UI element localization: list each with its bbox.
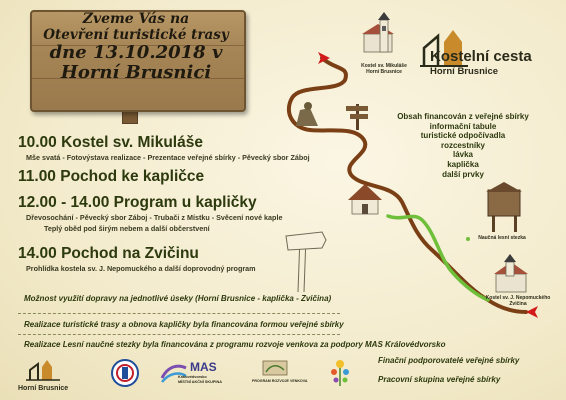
mas-logo-subtext: Královédvorsko MÍSTNÍ AKČNÍ SKUPINA [178,375,222,384]
prv-logo-text: PROGRAM ROZVOJE VENKOVA [252,379,308,383]
realization-note-1: Realizace turistické trasy a obnova kapličky byla financována formou veřejné sbírky [24,320,344,329]
horni-brusnice-logo-text: Horní Brusnice [18,385,69,392]
slot-4-time: 14.00 Pochod na Zvičinu [18,245,199,262]
stone-statue-icon [296,102,318,126]
financing-block [378,112,548,179]
prv-logo-icon [262,360,288,376]
trail-path-brown [289,58,526,312]
realization-note-2: Realizace Lesní naučné stezky byla financována z programu rozvoje venkova za podpory MAS Královédvorsko [24,340,446,349]
transport-note: Možnost využití dopravy na jednotlivé úseky (Horní Brusnice - kaplička - Zvičina) [24,294,332,303]
financing-item: další prvky [442,169,484,179]
financing-item: rozcestníky [440,140,486,150]
slot-1-time: 10.00 Kostel sv. Mikuláše [18,134,203,151]
emblem-logo-icon [110,358,140,388]
church-mikulase-icon [362,12,394,52]
divider-1 [18,313,340,314]
slot-1-desc: Mše svatá - Fotovýstava realizace - Prezentace veřejné sbírky - Pěvecký sbor Záboj [26,153,310,162]
church-top-label: Kostel sv. Mikuláše Horní Brusnice [361,63,407,75]
logo-subtitle: Horní Brusnice [430,66,499,77]
signpost-icon [346,104,368,130]
green-dot-icon [466,237,470,241]
slot-2-time: 11.00 Pochod ke kapličce [18,168,205,185]
sign-line-3: dne 13.10.2018 v [49,41,223,63]
financing-item: lávka [452,150,474,160]
flower-logo-icon [328,356,352,388]
sign-line-2: Otevření turistické trasy [43,26,229,43]
info-board-icon [486,182,522,232]
church-zvicina-icon [494,254,528,292]
financing-title: Obsah financován z veřejné sbírky [397,112,529,121]
end-arrow-icon [526,306,538,318]
logo-title: Kostelní cesta [430,48,532,65]
slot-3-desc2: Teplý oběd pod širým nebem a další občerstvení [44,224,210,233]
slot-3-desc: Dřevosochání - Pěvecký sbor Záboj - Trubači z Místku - Svěcení nové kaple [26,213,283,222]
slot-3-time: 12.00 - 14.00 Program u kapličky [18,194,257,211]
horni-brusnice-logo-icon [26,358,66,382]
sponsors-line-2: Pracovní skupina veřejné sbírky [378,375,501,384]
divider-2 [18,334,340,335]
financing-item: turistické odpočívadla [420,131,506,141]
slot-4-desc: Prohlídka kostela sv. J. Nepomuckého a další doprovodný program [26,264,256,273]
trail-sign-sketch-icon [286,232,326,292]
financing-item: kaplička [447,159,479,169]
mas-logo-text: MAS [190,360,217,374]
sign-line-4: Horní Brusnici [60,61,212,83]
church-bottom-label: Kostel sv. J. Nepomuckého Zvičina [485,295,551,307]
financing-item: informační tabule [429,121,497,131]
board-label: Naučná lesní stezka [478,235,526,241]
sponsors-line-1: Finační podporovatelé veřejné sbírky [378,356,520,365]
sign-line-1: Zveme Vás na [82,11,190,27]
